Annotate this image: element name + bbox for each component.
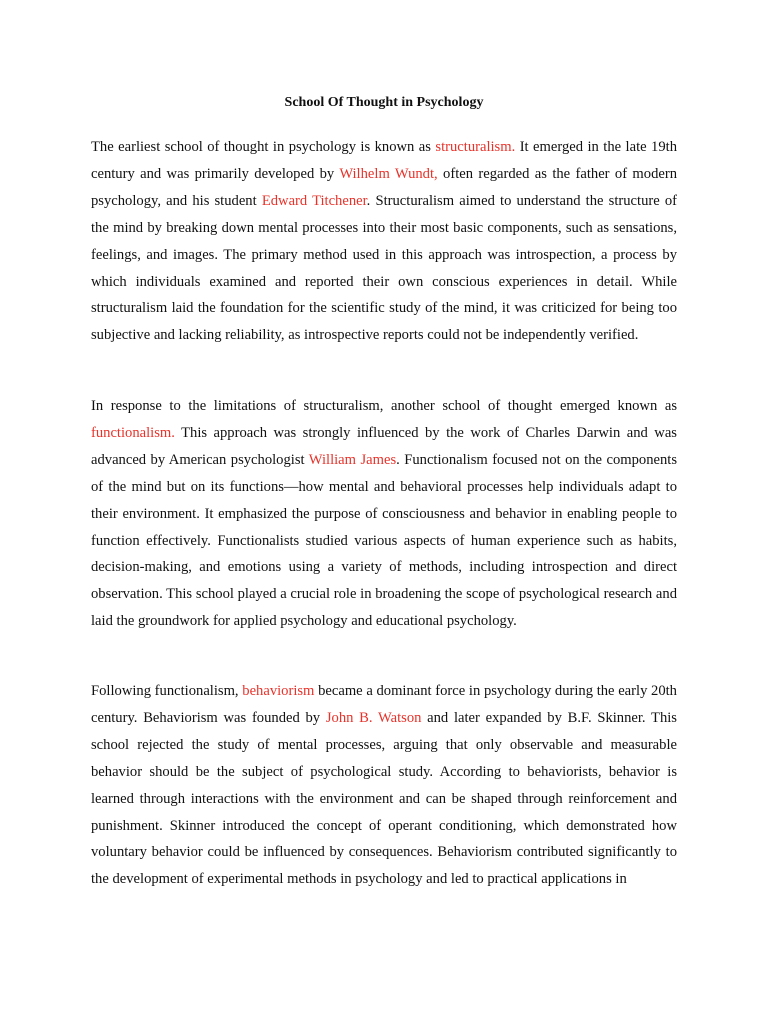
highlighted-term: behaviorism bbox=[242, 683, 315, 699]
highlighted-term: John B. Watson bbox=[325, 709, 422, 726]
document-title: School Of Thought in Psychology bbox=[284, 95, 484, 110]
paragraph-structuralism bbox=[91, 134, 677, 349]
text-segment: and later expanded by B.F. Skinner. This school rejected the study of mental processes, arguing that only observable and measurable behavior should be the subject of psychological study. According to behaviorists, behavior is learned through interactions with the environment and can be shaped through reinforcement and punishment. Skinner introduced the concept of operant conditioning, which demonstrated how voluntary behavior could be influenced by consequences. Behaviorism contributed significantly to the development of experimental methods in psychology and led to practical applications in bbox=[91, 709, 677, 888]
highlighted-term: Edward Titchener bbox=[261, 192, 367, 209]
highlighted-term: structuralism. bbox=[435, 139, 516, 155]
text-segment: often regarded as the father of modern psychology, and his student bbox=[91, 165, 677, 209]
paragraph-functionalism bbox=[91, 393, 677, 635]
text-segment: It emerged in the late 19th century and was primarily developed by bbox=[91, 139, 677, 182]
text-segment: The earliest school of thought in psychology is known as bbox=[91, 139, 436, 155]
paragraph-behaviorism bbox=[91, 678, 677, 893]
text-segment: . Structuralism aimed to understand the structure of the mind by breaking down mental processes into their most basic components, such as sensations, feelings, and images. The primary method used in this approach was introspection, a process by which individuals examined and reported their own conscious experiences in detail. While structuralism laid the foundation for the scientific study of the mind, it was criticized for being too subjective and lacking reliability, as introspective reports could not be independently verified. bbox=[91, 192, 678, 344]
text-segment: Following functionalism, bbox=[91, 683, 243, 699]
highlighted-term: William James bbox=[308, 451, 397, 468]
highlighted-term: Wilhelm Wundt, bbox=[339, 165, 438, 182]
text-segment: became a dominant force in psychology during the early 20th century. Behaviorism was founded by bbox=[91, 683, 677, 726]
highlighted-term: functionalism. bbox=[91, 424, 175, 441]
text-segment: This approach was strongly influenced by the work of Charles Darwin and was advanced by American psychologist bbox=[91, 424, 677, 468]
text-segment: . Functionalism focused not on the components of the mind but on its functions—how mental and behavioral processes help individuals adapt to their environment. It emphasized the purpose of consciousness and behavior in enabling people to function effectively. Functionalists studied various aspects of human experience such as habits, decision-making, and emotions using a variety of methods, including introspection and direct observation. This school played a crucial role in broadening the scope of psychological research and laid the groundwork for applied psychology and educational psychology. bbox=[91, 451, 677, 630]
text-segment: In response to the limitations of structuralism, another school of thought emerged known as bbox=[91, 398, 677, 414]
